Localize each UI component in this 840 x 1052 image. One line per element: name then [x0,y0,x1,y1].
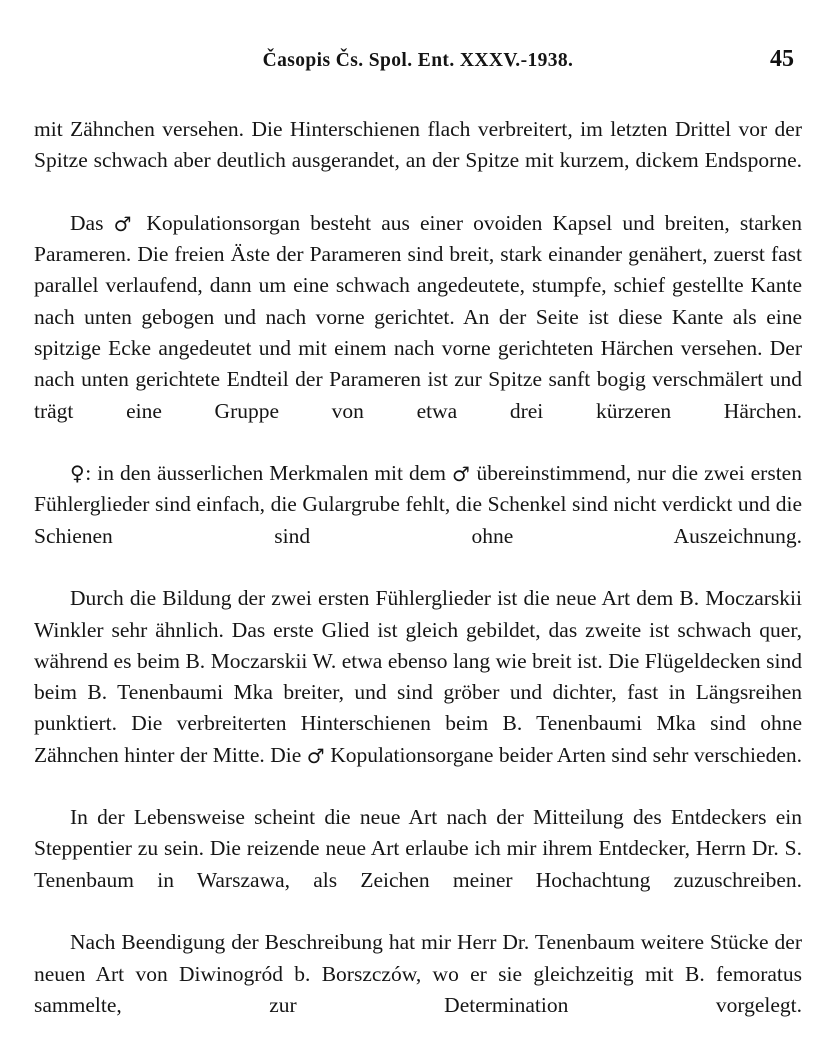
paragraph-5-text: In der Lebensweise scheint die neue Art nach der Mitteilung des Entdeckers ein Steppentier zu sein. Die reizende neue Art erlaube ich mir ihrem Entdecker, Herrn Dr. S. Tenenbaum in Warszawa, als Zeichen meiner Hochachtung zuzuschreiben. [34,805,802,892]
paragraph-1-text: mit Zähnchen versehen. Die Hinterschienen flach verbreitert, im letzten Drittel vor der Spitze schwach aber deutlich ausgerandet, an der Spitze mit kurzem, dickem Endsporne. [34,117,802,173]
paragraph-4 [34,583,802,802]
paragraph-5 [34,802,802,927]
paragraph-3-text-part2: übereinstimmend, nur die zwei ersten Fühlerglieder sind einfach, die Gulargrube fehlt, die Schenkel sind nicht verdickt und die Schienen sind ohne Auszeichnung. [34,461,802,548]
paragraph-6 [34,927,802,1052]
page-header [34,44,802,90]
page-number: 45 [770,46,794,72]
paragraph-3-text-part1: : in den äusserlichen Merkmalen mit dem [85,461,452,486]
paragraph-4-text-part2: Kopulationsorgane beider Arten sind sehr verschieden. [324,742,802,767]
male-symbol-icon: ♂ [451,462,471,487]
male-symbol-icon: ♂ [306,743,325,768]
page-body [34,114,802,1052]
paragraph-3 [34,458,802,583]
paragraph-1 [34,114,802,208]
paragraph-2-text-before-symbol: Das [70,210,114,235]
female-symbol-icon: ♀ [70,461,86,486]
paragraph-2 [34,208,802,458]
paragraph-4-text-part1: Durch die Bildung der zwei ersten Fühlerglieder ist die neue Art dem B. Moczarskii Winkler sehr ähnlich. Das erste Glied ist gleich gebildet, das zweite ist schwach quer, während es beim B. Moczarskii W. etwa ebenso lang wie breit ist. Die Flügeldecken sind beim B. Tenenbaumi Mka breiter, und sind gröber und dichter, fast in Längsreihen punktiert. Die verbreiterten Hinterschienen beim B. Tenenbaumi Mka sind ohne Zähnchen hinter der Mitte. Die [34,586,802,767]
running-head: Časopis Čs. Spol. Ent. XXXV.-1938. [262,50,574,71]
paragraph-6-text: Nach Beendigung der Beschreibung hat mir Herr Dr. Tenenbaum weitere Stücke der neuen Art von Diwinogród b. Borszczów, wo er sie gleichzeitig mit B. femoratus sammelte, zur Determination vorgelegt. [34,930,802,1017]
paragraph-2-text: Kopulationsorgan besteht aus einer ovoiden Kapsel und breiten, starken Parameren. Die freien Äste der Parameren sind breit, stark einander genähert, zuerst fast parallel verlaufend, dann um eine schwach angedeutete, stumpfe, schief gestellte Kante nach unten gebogen und nach vorne gerichtet. An der Seite ist diese Kante als eine spitzige Ecke angedeutet und mit einem nach vorne gerichteten Härchen versehen. Der nach unten gerichtete Endteil der Parameren ist zur Spitze sanft bogig verschmälert und trägt eine Gruppe von etwa drei kürzeren Härchen. [34,210,802,423]
male-symbol-icon: ♂ [113,211,137,236]
